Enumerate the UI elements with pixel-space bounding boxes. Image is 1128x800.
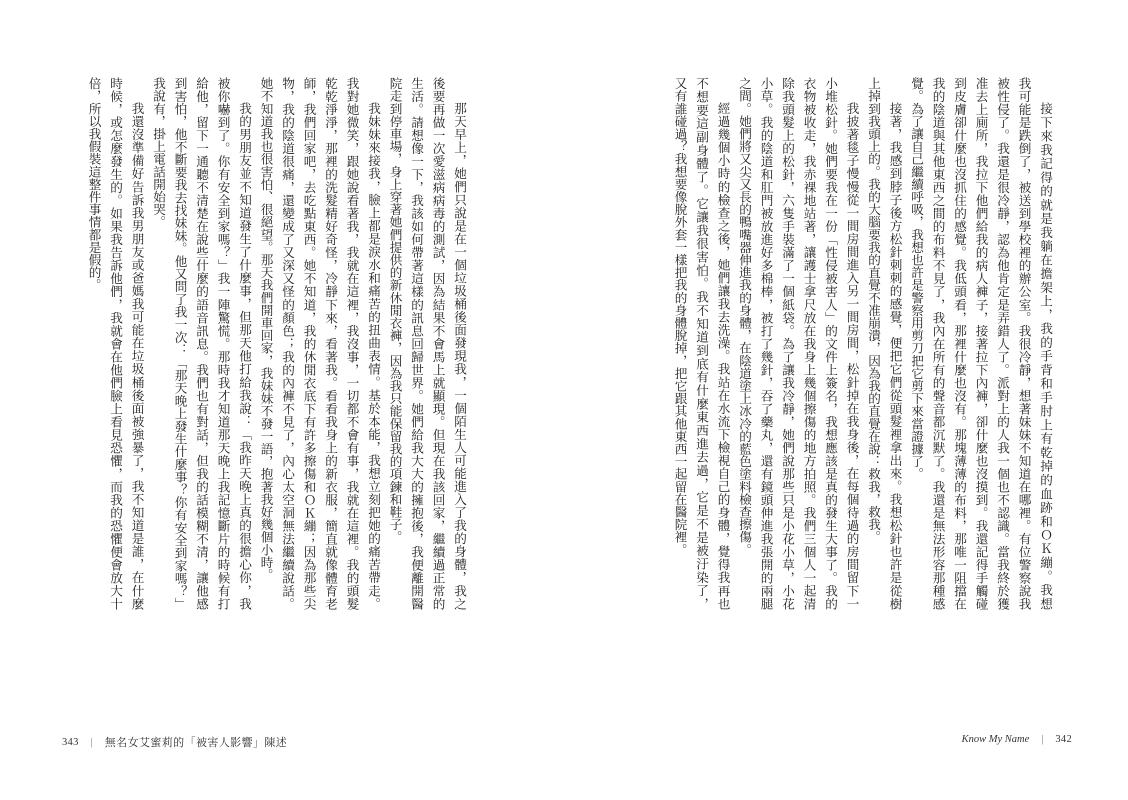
paragraph: [384, 77, 470, 610]
text-line: 院走到停車場，身上穿著她們提供的新休閒衣褲，因為我只能保留我的項鍊和鞋子。: [387, 77, 403, 544]
text-line: 我的陰道與其他東西之間的布料不見了，我內在所有的聲音都沉默了。我還是無法形容那種感: [930, 77, 946, 610]
text-line: 除我頭髮上的松針，六隻手裝滿了一個紙袋。為了讓我冷靜，她們說那些只是小花小草，小花: [780, 77, 795, 610]
text-line: 不想要這副身體了。它讓我很害怕。我不知道到底有什麼東西進去過，它是不是被汙染了，: [694, 77, 709, 610]
text-line: 物，我的陰道很痛，還變成了又深又怪的顏色；我的內褲不見了，內心太空洞無法繼續說話。: [280, 77, 295, 610]
paragraph: [669, 77, 734, 610]
text-line: 時候，或怎麼發生的。如果我告訴他們，我就會在他們臉上看見恐懼，而我的恐懼便會放大十: [108, 77, 123, 610]
text-line: 倍，所以我假裝這整件事情都是假的。: [86, 77, 102, 292]
text-line: 她不知道我也很害怕、很絕望。那天我們開車回家，我妹妹不發一語，抱著我好幾個小時。: [258, 77, 274, 581]
paragraph: [83, 77, 148, 610]
text-line: 覺。為了讓自己繼續呼吸，我想也許是警察用剪刀把它剪下來當證據了。: [909, 77, 924, 481]
running-head: Know My Name: [961, 734, 1030, 745]
text-line: 我對她微笑，跟她說看著我，我就在這裡，我沒事，一切都不會有事，我就在這裡。我的頭髮: [344, 77, 360, 610]
text-line: 准去上廁所，我拉下他們給我的病人褲子，接著拉下內褲，卻什麼也沒摸到。我還記得手觸碰: [973, 77, 989, 610]
text-line: 衣物被收走，我赤裸地站著，讓護士拿尺放在我身上幾個擦傷的地方拍照。我們三個人一起清: [801, 77, 817, 610]
text-line: 那天早上，她們只說是在一個垃圾桶後面發現我，一個陌生人可能進入了我的身體，我之: [452, 102, 467, 610]
text-line: 被你嚇到了。你有安全到家嗎？」我一陣驚慌。那時我才知道那天晚上我記憶斷片的時候有打: [215, 77, 231, 610]
left-page-text: [83, 77, 470, 610]
text-line: 乾乾淨淨，那裡的洗髮精好奇怪，冷靜下來，看著我。看看我身上的新衣服，簡直就像體育老: [323, 77, 338, 610]
text-line: 上掉到我頭上的。我的大腦要我的直覺不准崩潰，因為我的直覺在說：救我，救我。: [866, 77, 881, 544]
running-head: 無名女艾蜜莉的「被害人影響」陳述: [104, 737, 288, 749]
text-line: 接下來我記得的就是我躺在擔架上，我的手背和手肘上有乾掉的血跡和ＯＫ繃。我想: [1038, 102, 1053, 610]
right-page-footer: [962, 734, 1072, 745]
paragraph: [255, 77, 384, 610]
text-line: 小草。我的陰道和肛門被放進好多棉棒，被打了幾針，吞了藥丸，還有鏡頭伸進我張開的兩腿: [758, 77, 774, 610]
left-page-footer: [62, 734, 287, 750]
text-line: 到皮膚卻什麼也沒抓住的感覺。我低頭看，那裡什麼也沒有。那塊薄薄的布料，那唯一阻擋在: [952, 77, 967, 610]
right-page: [564, 0, 1128, 800]
right-page-text: [669, 77, 1056, 610]
page-number: 342: [1055, 734, 1072, 745]
text-line: 生活。請想像一下，我該如何帶著這樣的訊息回歸世界。她們給我大大的擁抱後，我便離開醫: [409, 77, 424, 610]
text-line: 我妹妹來接我，臉上都是淚水和痛苦的扭曲表情。基於本能，我想立刻把她的痛苦帶走。: [366, 102, 381, 610]
text-line: 經過幾個小時的檢查之後，她們讓我去洗澡。我站在水流下檢視自己的身體，覺得我再也: [715, 102, 731, 610]
paragraph: [148, 77, 256, 610]
text-line: 給他，留下一通聽不清楚在說些什麼的語音訊息。我們也有對話，但我的話模糊不清，讓他感: [194, 77, 209, 610]
footer-separator: |: [1041, 734, 1044, 745]
footer-separator: |: [90, 736, 93, 748]
text-line: 我可能是跌倒了，被送到學校裡的辦公室。我很冷靜，想著妹妹不知道在哪裡。有位警察說我: [1016, 77, 1032, 610]
text-line: 又有誰碰過？我想要像脫外套一樣把我的身體脫掉，把它跟其他東西一起留在醫院裡。: [672, 77, 688, 556]
text-line: 小堆松針。她們要我在一份「性侵被害人」的文件上簽名，我想應該是真的發生大事了。我的: [823, 77, 838, 610]
text-line: 到害怕，他不斷要我去找妹妹。他又問了我一次：「那天晚上發生什麼事？你有安全到家嗎？」: [172, 77, 188, 610]
text-line: 接著，我感到脖子後方松針刺刺的感覺，便把它們從頭髮裡拿出來。我想松針也許是從樹: [887, 102, 903, 610]
text-line: 我披著毯子慢慢從一間房間進入另一間房間，松針掉在我身後，在每個待過的房間留下一: [844, 102, 860, 610]
paragraph: [906, 77, 1057, 610]
page-number: 343: [62, 736, 79, 748]
text-line: 師，我們回家吧，去吃點東西。她不知道，我的休閒衣底下有許多擦傷和ＯＫ繃；因為那些尖: [301, 77, 317, 610]
text-line: 我說有，掛上電話開始哭。: [151, 77, 166, 229]
text-line: 後要再做一次愛滋病病毒的測試，因為結果不會馬上就顯現。但現在我該回家，繼續過正常的: [430, 77, 446, 610]
text-line: 我的男朋友並不知道發生了什麼事，但那天他打給我說：「我昨天晚上真的很擔心你，我: [237, 102, 252, 610]
text-line: 我還沒準備好告訴我男朋友或爸媽我可能在垃圾桶後面被強暴了，我不知道是誰，在什麼: [129, 102, 145, 610]
text-line: 之間。她們將又尖又長的鴨嘴器伸進我的身體，在陰道塗上冰冷的藍色塗料檢查擦傷。: [737, 77, 752, 556]
paragraph: [863, 77, 906, 610]
paragraph: [734, 77, 863, 610]
text-line: 被性侵了。我還是很冷靜，認為他肯定是弄錯人了。派對上的人我一個也不認識。當我終於獲: [995, 77, 1010, 610]
